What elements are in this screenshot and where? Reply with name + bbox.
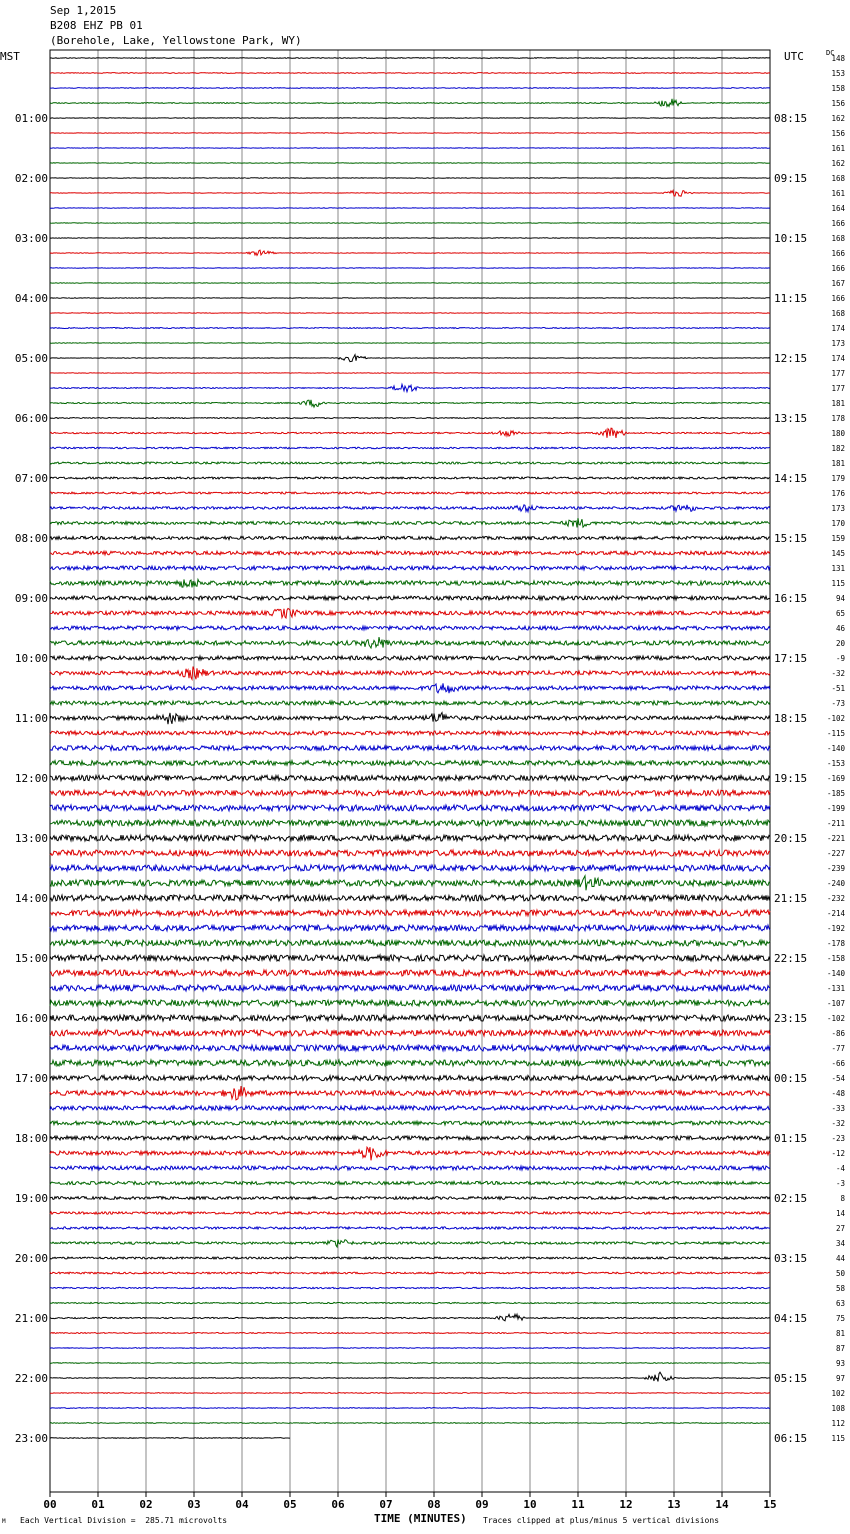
dc-offset-label: 173: [831, 339, 845, 348]
mst-hour-label: 12:00: [14, 772, 48, 785]
utc-hour-label: 16:15: [774, 592, 808, 605]
trace-line: [50, 850, 770, 856]
dc-offset-label: 159: [831, 534, 845, 543]
mst-hour-label: 15:00: [14, 952, 48, 965]
dc-offset-label: 44: [835, 1254, 845, 1263]
trace-line: [50, 208, 770, 209]
trace-line: [50, 551, 770, 555]
dc-offset-label: 93: [835, 1359, 845, 1368]
x-tick-label: 02: [139, 1498, 153, 1511]
utc-hour-label: 12:15: [774, 352, 808, 365]
trace-line: [50, 1257, 770, 1259]
dc-offset-label: 174: [831, 324, 845, 333]
trace-line: [50, 579, 770, 587]
dc-offset-label: 81: [835, 1329, 845, 1338]
dc-offset-label: 108: [831, 1404, 845, 1413]
mst-hour-label: 07:00: [14, 472, 48, 485]
utc-hour-label: 02:15: [774, 1192, 808, 1205]
mst-hour-label: 09:00: [14, 592, 48, 605]
dc-offset-label: -33: [831, 1104, 845, 1113]
utc-hour-label: 05:15: [774, 1372, 808, 1385]
dc-offset-label: -199: [826, 804, 845, 813]
x-tick-label: 15: [763, 1498, 777, 1511]
trace-line: [50, 477, 770, 479]
dc-offset-label: 20: [835, 639, 845, 648]
dc-offset-label: 181: [831, 399, 845, 408]
mst-hour-label: 14:00: [14, 892, 48, 905]
dc-offset-label: 168: [831, 234, 845, 243]
trace-line: [50, 895, 770, 901]
dc-offset-label: 176: [831, 489, 845, 498]
dc-offset-label: 162: [831, 159, 845, 168]
dc-offset-label: 162: [831, 114, 845, 123]
trace-line: [50, 447, 770, 449]
dc-offset-label: -54: [831, 1074, 845, 1083]
mst-hour-label: 20:00: [14, 1252, 48, 1265]
trace-line: [50, 250, 770, 255]
dc-offset-label: 179: [831, 474, 845, 483]
trace-line: [50, 940, 770, 946]
trace-line: [50, 1045, 770, 1051]
mst-hour-label: 17:00: [14, 1072, 48, 1085]
trace-line: [50, 1272, 770, 1274]
utc-hour-label: 00:15: [774, 1072, 808, 1085]
dc-offset-label: -23: [831, 1134, 845, 1143]
dc-offset-label: -48: [831, 1089, 845, 1098]
trace-line: [50, 492, 770, 494]
utc-hour-label: 13:15: [774, 412, 808, 425]
dc-offset-label: 34: [835, 1239, 845, 1248]
dc-offset-label: 177: [831, 369, 845, 378]
dc-offset-label: 131: [831, 564, 845, 573]
dc-offset-label: -178: [826, 939, 845, 948]
trace-line: [50, 1147, 770, 1160]
trace-line: [50, 1075, 770, 1080]
trace-line: [50, 343, 770, 344]
trace-line: [50, 1333, 770, 1334]
dc-offset-label: 65: [835, 609, 845, 618]
dc-offset-label: 115: [831, 579, 845, 588]
dc-offset-label: -115: [826, 729, 845, 738]
dc-offset-label: 161: [831, 189, 845, 198]
dc-offset-label: 58: [835, 1284, 845, 1293]
trace-line: [50, 1136, 770, 1140]
mst-hour-label: 18:00: [14, 1132, 48, 1145]
dc-offset-label: -32: [831, 1119, 845, 1128]
trace-line: [50, 373, 770, 374]
dc-offset-label: 177: [831, 384, 845, 393]
dc-offset-label: 166: [831, 294, 845, 303]
trace-line: [50, 1348, 770, 1349]
dc-offset-label: -192: [826, 924, 845, 933]
trace-line: [50, 1000, 770, 1006]
dc-offset-label: 166: [831, 249, 845, 258]
dc-offset-label: 87: [835, 1344, 845, 1353]
x-tick-label: 14: [715, 1498, 729, 1511]
trace-line: [50, 1181, 770, 1184]
trace-line: [50, 283, 770, 284]
mst-hour-label: 08:00: [14, 532, 48, 545]
dc-offset-label: -232: [826, 894, 845, 903]
dc-offset-label: -86: [831, 1029, 845, 1038]
mst-hour-label: 22:00: [14, 1372, 48, 1385]
trace-line: [50, 1393, 770, 1394]
utc-hour-label: 18:15: [774, 712, 808, 725]
trace-line: [50, 238, 770, 239]
x-tick-label: 04: [235, 1498, 249, 1511]
dc-offset-label: 115: [831, 1434, 845, 1443]
trace-line: [50, 1408, 770, 1409]
trace-line: [50, 761, 770, 766]
trace-line: [50, 865, 770, 871]
trace-line: [50, 418, 770, 419]
footer-mark: M: [2, 1518, 6, 1525]
dc-offset-label: -158: [826, 954, 845, 963]
trace-line: [50, 1197, 770, 1200]
dc-offset-label: 8: [840, 1194, 845, 1203]
trace-line: [50, 925, 770, 931]
trace-line: [50, 746, 770, 751]
dc-offset-label: 50: [835, 1269, 845, 1278]
dc-offset-label: -211: [826, 819, 845, 828]
trace-line: [50, 133, 770, 134]
trace-line: [50, 223, 770, 224]
trace-line: [50, 462, 770, 464]
x-tick-label: 12: [619, 1498, 633, 1511]
dc-offset-label: -131: [826, 984, 845, 993]
trace-line: [50, 731, 770, 735]
dc-offset-label: 181: [831, 459, 845, 468]
trace-line: [50, 1287, 770, 1288]
trace-line: [50, 328, 770, 329]
header-location: (Borehole, Lake, Yellowstone Park, WY): [50, 34, 302, 47]
mst-hour-label: 10:00: [14, 652, 48, 665]
mst-hour-label: 11:00: [14, 712, 48, 725]
utc-hour-label: 15:15: [774, 532, 808, 545]
x-tick-label: 01: [91, 1498, 105, 1511]
dc-offset-label: 168: [831, 174, 845, 183]
trace-line: [50, 1438, 290, 1439]
trace-line: [50, 701, 770, 705]
dc-offset-label: 46: [835, 624, 845, 633]
trace-line: [50, 518, 770, 527]
dc-offset-label: -9: [835, 654, 845, 663]
trace-line: [50, 1015, 770, 1021]
trace-line: [50, 191, 770, 197]
trace-line: [50, 566, 770, 570]
dc-offset-label: 182: [831, 444, 845, 453]
header-station: B208 EHZ PB 01: [50, 19, 143, 32]
dc-offset-label: 97: [835, 1374, 845, 1383]
left-timezone-label: MST: [0, 50, 20, 63]
trace-line: [50, 1423, 770, 1424]
trace-line: [50, 1302, 770, 1303]
dc-offset-label: 156: [831, 129, 845, 138]
trace-line: [50, 505, 770, 512]
x-tick-label: 08: [427, 1498, 441, 1511]
dc-offset-label: -51: [831, 684, 845, 693]
x-axis-title: TIME (MINUTES): [374, 1512, 467, 1525]
dc-offset-label: 102: [831, 1389, 845, 1398]
dc-offset-label: 153: [831, 69, 845, 78]
mst-hour-label: 21:00: [14, 1312, 48, 1325]
mst-hour-label: 19:00: [14, 1192, 48, 1205]
dc-label: DC: [826, 49, 835, 57]
trace-line: [50, 313, 770, 314]
x-tick-label: 05: [283, 1498, 297, 1511]
trace-line: [50, 835, 770, 841]
dc-offset-label: -102: [826, 1014, 845, 1023]
x-tick-label: 00: [43, 1498, 57, 1511]
trace-line: [50, 268, 770, 269]
dc-offset-label: 75: [835, 1314, 845, 1323]
trace-line: [50, 355, 770, 362]
trace-line: [50, 428, 770, 438]
trace-line: [50, 58, 770, 59]
trace-line: [50, 876, 770, 890]
trace-line: [50, 1227, 770, 1229]
trace-line: [50, 118, 770, 119]
mst-hour-label: 04:00: [14, 292, 48, 305]
trace-line: [50, 1166, 770, 1170]
utc-hour-label: 09:15: [774, 172, 808, 185]
dc-offset-label: -240: [826, 879, 845, 888]
dc-offset-label: 158: [831, 84, 845, 93]
scale-note: Each Vertical Division = 285.71 microvolts: [20, 1516, 228, 1525]
trace-line: [50, 596, 770, 600]
mst-hour-label: 01:00: [14, 112, 48, 125]
dc-offset-label: 180: [831, 429, 845, 438]
mst-hour-label: 05:00: [14, 352, 48, 365]
dc-offset-label: 166: [831, 264, 845, 273]
dc-offset-label: -4: [835, 1164, 845, 1173]
dc-offset-label: 178: [831, 414, 845, 423]
trace-line: [50, 790, 770, 796]
mst-hour-label: 02:00: [14, 172, 48, 185]
dc-offset-label: 156: [831, 99, 845, 108]
dc-offset-label: -227: [826, 849, 845, 858]
dc-offset-label: -102: [826, 714, 845, 723]
dc-offset-label: 164: [831, 204, 845, 213]
trace-line: [50, 970, 770, 976]
trace-line: [50, 1239, 770, 1246]
dc-offset-label: 148: [831, 54, 845, 63]
dc-offset-label: -66: [831, 1059, 845, 1068]
utc-hour-label: 22:15: [774, 952, 808, 965]
trace-line: [50, 1212, 770, 1214]
dc-offset-label: 168: [831, 309, 845, 318]
trace-line: [50, 683, 770, 693]
utc-hour-label: 08:15: [774, 112, 808, 125]
trace-line: [50, 1363, 770, 1364]
trace-line: [50, 955, 770, 961]
dc-offset-label: -140: [826, 744, 845, 753]
dc-offset-label: -214: [826, 909, 845, 918]
dc-offset-label: -239: [826, 864, 845, 873]
utc-hour-label: 10:15: [774, 232, 808, 245]
trace-line: [50, 1372, 770, 1381]
utc-hour-label: 21:15: [774, 892, 808, 905]
utc-hour-label: 06:15: [774, 1432, 808, 1445]
dc-offset-label: -77: [831, 1044, 845, 1053]
dc-offset-label: -140: [826, 969, 845, 978]
dc-offset-label: 94: [835, 594, 845, 603]
trace-line: [50, 148, 770, 149]
trace-line: [50, 626, 770, 630]
utc-hour-label: 14:15: [774, 472, 808, 485]
trace-line: [50, 805, 770, 811]
dc-offset-label: 174: [831, 354, 845, 363]
trace-line: [50, 298, 770, 299]
dc-offset-label: -32: [831, 669, 845, 678]
trace-line: [50, 608, 770, 618]
trace-line: [50, 775, 770, 780]
trace-line: [50, 384, 770, 391]
trace-line: [50, 1086, 770, 1100]
x-tick-label: 07: [379, 1498, 393, 1511]
dc-offset-label: -107: [826, 999, 845, 1008]
dc-offset-label: 167: [831, 279, 845, 288]
dc-offset-label: -3: [835, 1179, 845, 1188]
mst-hour-label: 23:00: [14, 1432, 48, 1445]
dc-offset-label: -221: [826, 834, 845, 843]
utc-hour-label: 19:15: [774, 772, 808, 785]
trace-line: [50, 1121, 770, 1125]
right-timezone-label: UTC: [784, 50, 804, 63]
trace-line: [50, 656, 770, 660]
x-tick-label: 06: [331, 1498, 345, 1511]
utc-hour-label: 23:15: [774, 1012, 808, 1025]
trace-line: [50, 1030, 770, 1036]
dc-offset-label: 161: [831, 144, 845, 153]
mst-hour-label: 16:00: [14, 1012, 48, 1025]
trace-line: [50, 637, 770, 648]
trace-line: [50, 667, 770, 680]
clip-note: Traces clipped at plus/minus 5 vertical divisions: [483, 1516, 720, 1525]
utc-hour-label: 01:15: [774, 1132, 808, 1145]
utc-hour-label: 17:15: [774, 652, 808, 665]
trace-line: [50, 536, 770, 539]
trace-line: [50, 1106, 770, 1110]
trace-line: [50, 1060, 770, 1066]
dc-offset-label: 27: [835, 1224, 845, 1233]
x-tick-label: 13: [667, 1498, 681, 1511]
dc-offset-label: 170: [831, 519, 845, 528]
dc-offset-label: 166: [831, 219, 845, 228]
dc-offset-label: 112: [831, 1419, 845, 1428]
x-tick-label: 11: [571, 1498, 585, 1511]
x-tick-label: 09: [475, 1498, 489, 1511]
trace-line: [50, 1314, 770, 1320]
trace-line: [50, 88, 770, 89]
mst-hour-label: 06:00: [14, 412, 48, 425]
trace-line: [50, 178, 770, 179]
dc-offset-label: -73: [831, 699, 845, 708]
dc-offset-label: -169: [826, 774, 845, 783]
dc-offset-label: 63: [835, 1299, 845, 1308]
header-date: Sep 1,2015: [50, 4, 117, 17]
dc-offset-label: -153: [826, 759, 845, 768]
trace-line: [50, 99, 770, 107]
dc-offset-label: 145: [831, 549, 845, 558]
trace-line: [50, 985, 770, 991]
mst-hour-label: 03:00: [14, 232, 48, 245]
dc-offset-label: 173: [831, 504, 845, 513]
plot-frame: [50, 50, 770, 1492]
utc-hour-label: 04:15: [774, 1312, 808, 1325]
utc-hour-label: 03:15: [774, 1252, 808, 1265]
trace-line: [50, 713, 770, 725]
x-tick-label: 10: [523, 1498, 537, 1511]
trace-line: [50, 73, 770, 74]
dc-offset-label: 14: [835, 1209, 845, 1218]
utc-hour-label: 11:15: [774, 292, 808, 305]
mst-hour-label: 13:00: [14, 832, 48, 845]
dc-offset-label: -185: [826, 789, 845, 798]
trace-line: [50, 820, 770, 826]
trace-line: [50, 163, 770, 164]
dc-offset-label: -12: [831, 1149, 845, 1158]
trace-line: [50, 910, 770, 916]
utc-hour-label: 20:15: [774, 832, 808, 845]
trace-line: [50, 400, 770, 407]
x-tick-label: 03: [187, 1498, 201, 1511]
